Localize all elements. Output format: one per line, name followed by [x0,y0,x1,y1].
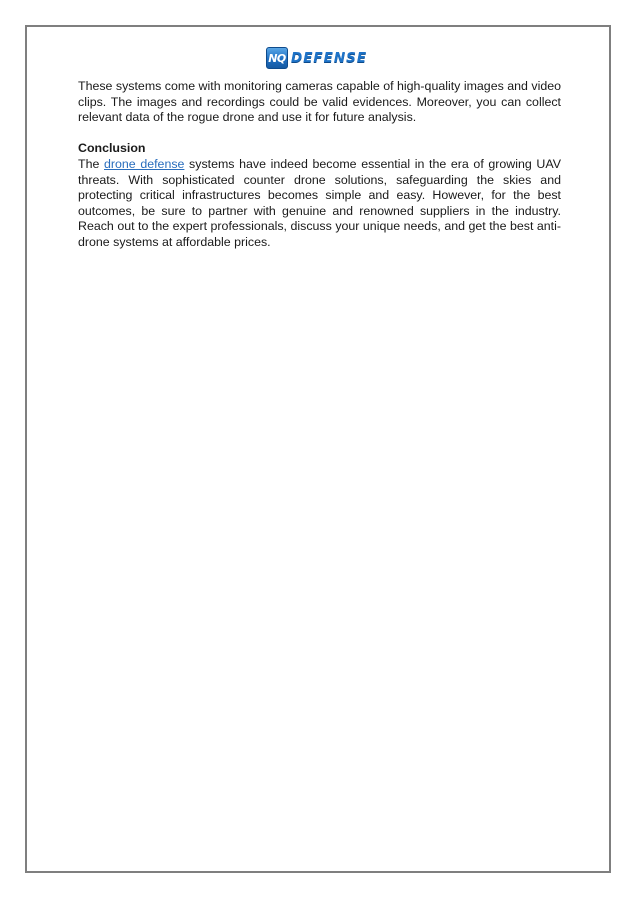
conclusion-heading: Conclusion [78,141,146,156]
logo-badge: NQ [266,47,288,69]
document-body [78,79,561,251]
conclusion-text-start: The [78,156,104,171]
nq-defense-logo [266,47,367,69]
conclusion-paragraph [78,157,561,251]
conclusion-text-rest: systems have indeed become essential in the era of growing UAV threats. With sophisticated counter drone solutions, safeguarding the skies and protecting critical infrastructures becomes simple and easy. However, for the best outcomes, be sure to partner with genuine and renowned suppliers in the industry. Reach out to the expert professionals, discuss your unique needs, and get the best anti-drone systems at affordable prices. [78,156,561,249]
document-page [25,25,611,873]
logo-wordmark: DEFENSE [291,50,368,66]
paragraph-cameras: These systems come with monitoring cameras capable of high-quality images and video clips. The images and recordings could be valid evidences. Moreover, you can collect relevant data of the rogue drone and use it for future analysis. [78,79,561,125]
drone-defense-link[interactable]: drone defense [104,156,185,171]
